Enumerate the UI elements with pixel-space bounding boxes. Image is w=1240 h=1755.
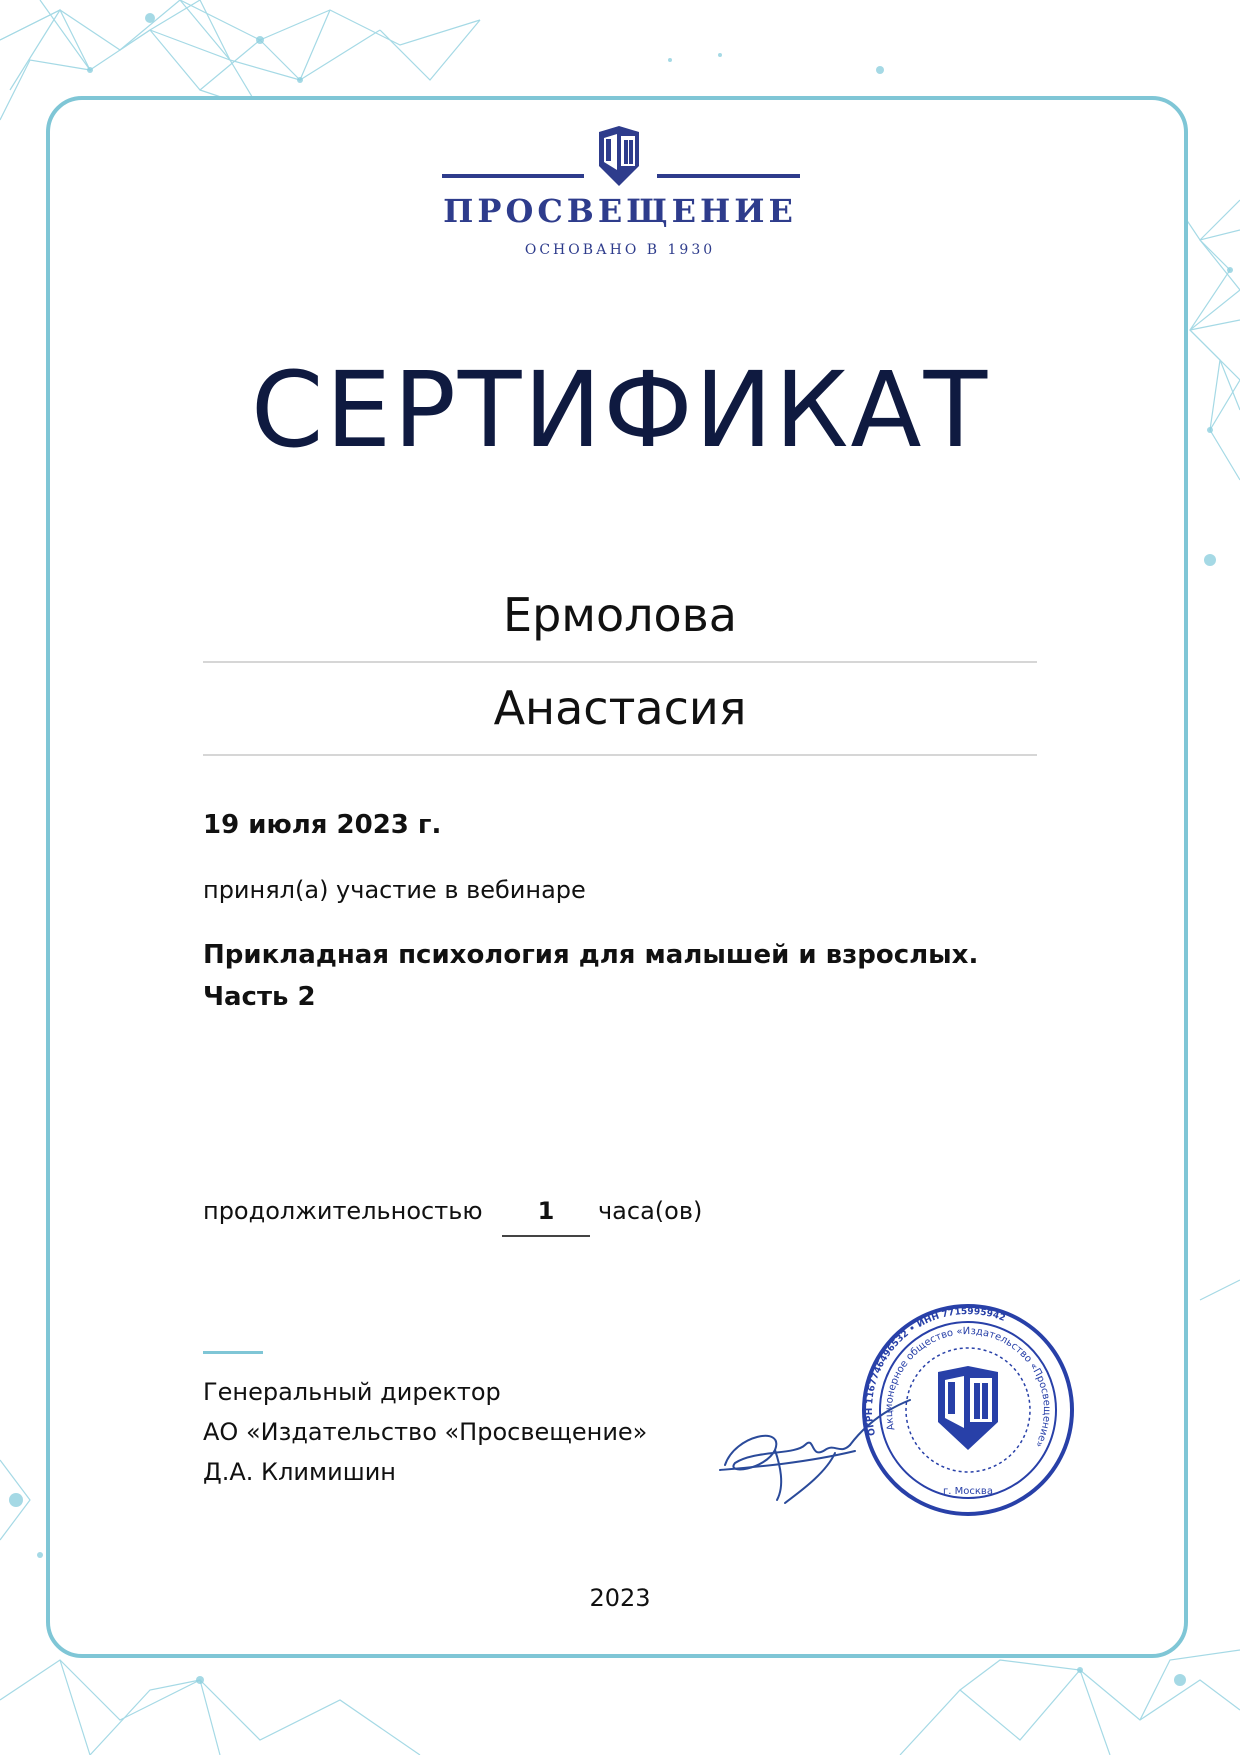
signatory-name: Д.А. Климишин (203, 1458, 396, 1486)
recipient-first-name: Анастасия (493, 681, 747, 735)
accent-dash (203, 1351, 263, 1354)
recipient-surname: Ермолова (503, 588, 737, 642)
name-underline-2 (203, 754, 1037, 756)
duration-unit: часа(ов) (598, 1197, 703, 1225)
logo-subtitle: ОСНОВАНО В 1930 (524, 242, 716, 258)
prosveshchenie-logo-icon (597, 126, 641, 186)
publisher-logo (0, 120, 1240, 270)
logo-title: ПРОСВЕЩЕНИЕ (443, 192, 797, 230)
logo-line-left (442, 174, 584, 178)
duration-row (203, 1197, 903, 1237)
signatory-block (203, 1372, 647, 1492)
certificate-year: 2023 (589, 1584, 651, 1612)
signatory-organization: АО «Издательство «Просвещение» (203, 1418, 648, 1446)
seal-ring-codes: ОГРН 1167746496532 • ИНН 7715995942 (864, 1306, 1007, 1437)
duration-value: 1 (502, 1197, 590, 1237)
name-underline-1 (203, 661, 1037, 663)
certificate-title: СЕРТИФИКАТ (250, 349, 990, 471)
seal-ring-text: Акционерное общество «Издательство «Просвещение» (883, 1325, 1053, 1450)
duration-label: продолжительностью (203, 1197, 483, 1225)
participation-text: принял(а) участие в вебинаре (203, 876, 586, 904)
logo-line-right (657, 174, 800, 178)
company-seal-icon (856, 1298, 1080, 1522)
webinar-title: Прикладная психология для малышей и взрослых. Часть 2 (203, 940, 979, 1012)
seal-city: г. Москва (943, 1486, 993, 1497)
signatory-position: Генеральный директор (203, 1378, 501, 1406)
event-date: 19 июля 2023 г. (203, 810, 442, 840)
